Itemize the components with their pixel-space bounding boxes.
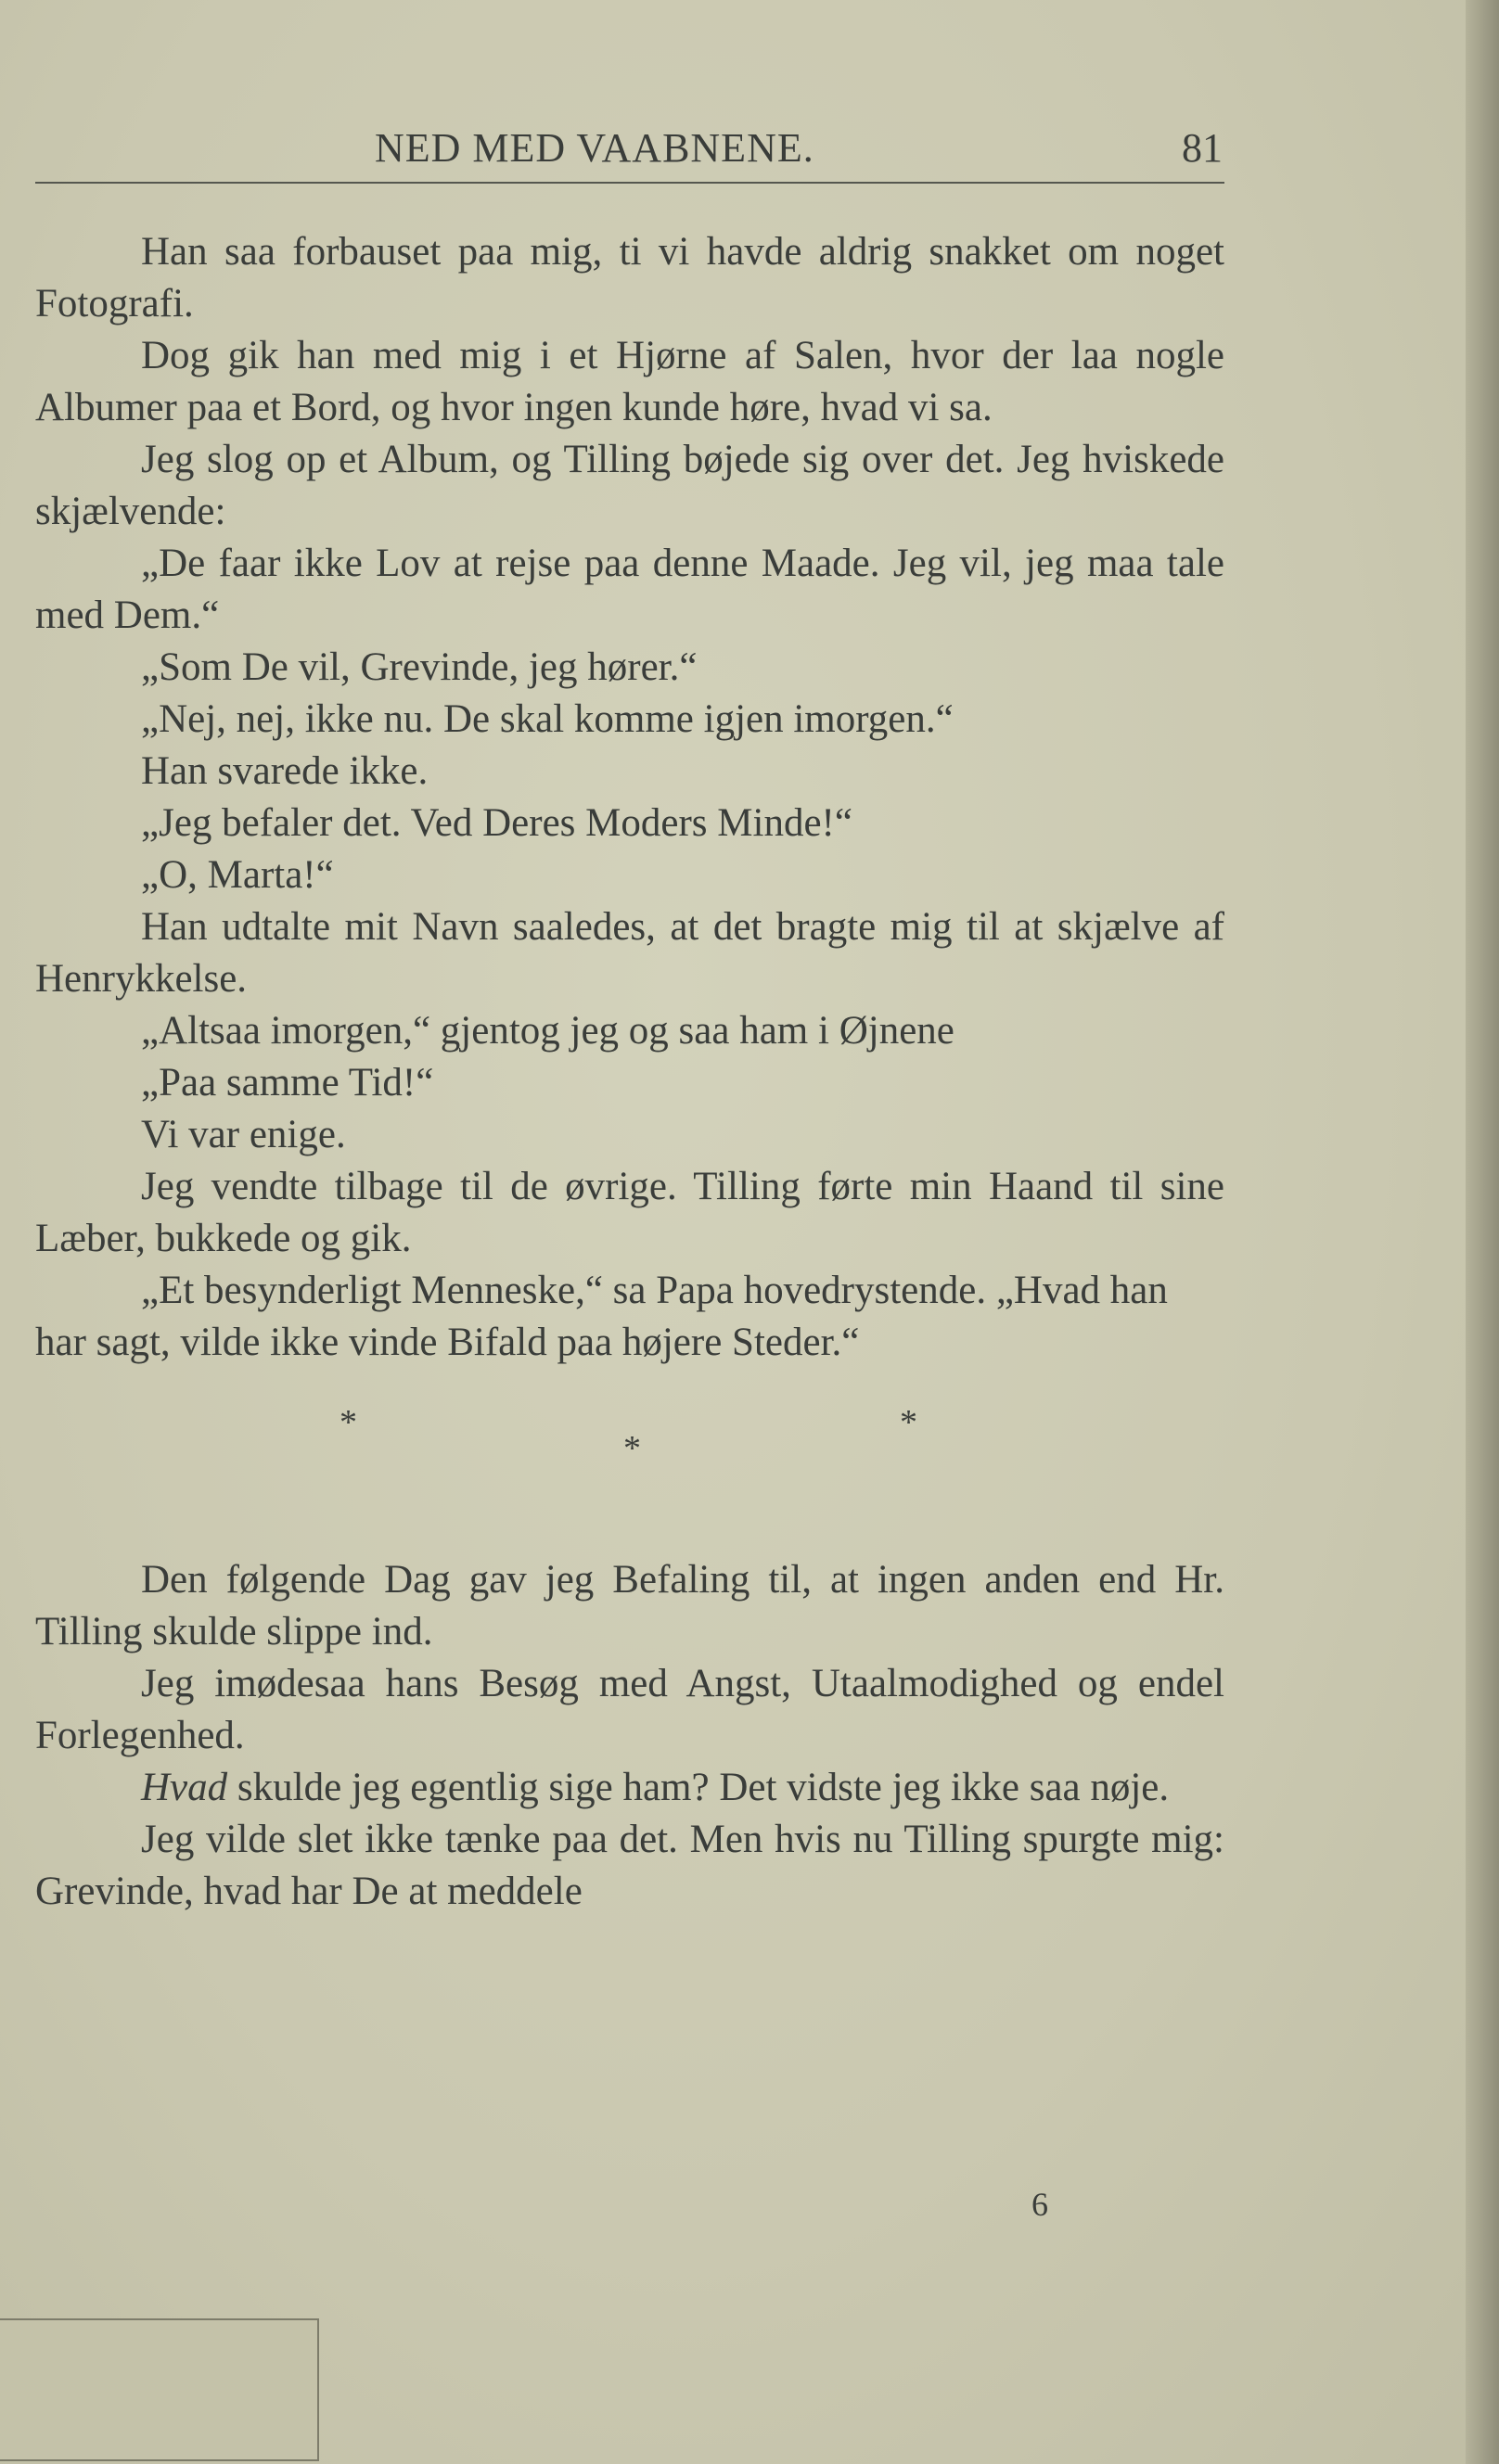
separator-star: * [340,1403,357,1442]
separator-star: * [900,1403,917,1442]
paragraph: Den følgende Dag gav jeg Befaling til, at ingen anden end Hr. Tilling skulde slippe ind. [35,1558,1224,1653]
paragraph: Han saa forbauset paa mig, ti vi havde aldrig snakket om noget Fotografi. [35,230,1224,326]
paragraph-rest: skulde jeg egentlig sige ham? Det vidste jeg ikke saa nøje. [227,1766,1170,1809]
paragraph: Jeg vendte tilbage til de øvrige. Tilling førte min Haand til sine Læber, bukkede og gik. [35,1165,1224,1260]
page-header [35,111,1224,185]
library-label [0,2318,319,2461]
paragraph: „Som De vil, Grevinde, jeg hører.“ [141,645,698,689]
separator-star: * [623,1429,641,1468]
paragraph: Jeg imødesaa hans Besøg med Angst, Utaalmodighed og endel Forlegenhed. [35,1662,1224,1757]
paragraph: Jeg vilde slet ikke tænke paa det. Men hvis nu Tilling spurgte mig: Grevinde, hvad har De at meddele [35,1818,1224,1913]
paragraph-italic-start [35,1762,1224,1814]
paragraph: „Paa samme Tid!“ [141,1061,434,1104]
paragraph: „O, Marta!“ [141,853,334,897]
signature-mark: 6 [1031,2186,1048,2223]
paragraph: Vi var enige. [141,1113,346,1156]
page-number: 81 [1182,125,1223,171]
paragraph: Jeg slog op et Album, og Tilling bøjede sig over det. Jeg hviskede skjælvende: [35,438,1224,533]
paragraph: Dog gik han med mig i et Hjørne af Salen, hvor der laa nogle Albumer paa et Bord, og hvor ingen kunde høre, hvad vi sa. [35,334,1224,429]
paragraph: „Altsaa imorgen,“ gjentog jeg og saa ham i Øjnene [141,1009,954,1053]
header-rule [35,182,1224,184]
paragraph: Han svarede ikke. [141,749,429,793]
paragraph: „Jeg befaler det. Ved Deres Moders Minde!“ [141,801,852,845]
running-title: NED MED VAABNENE. [375,125,814,171]
italic-emphasis: Hvad [141,1766,228,1809]
body-text [35,226,1224,1918]
paragraph: „Et besynderligt Menneske,“ sa Papa hovedrystende. „Hvad han har sagt, vilde ikke vinde Bifald paa højere Steder.“ [35,1269,1168,1364]
page-edge-shadow [1466,0,1499,2464]
section-separator [35,1369,1224,1554]
paragraph: Han udtalte mit Navn saaledes, at det bragte mig til at skjælve af Henrykkelse. [35,905,1224,1001]
paragraph: „Nej, nej, ikke nu. De skal komme igjen imorgen.“ [141,697,954,741]
paragraph: „De faar ikke Lov at rejse paa denne Maade. Jeg vil, jeg maa tale med Dem.“ [35,542,1224,637]
